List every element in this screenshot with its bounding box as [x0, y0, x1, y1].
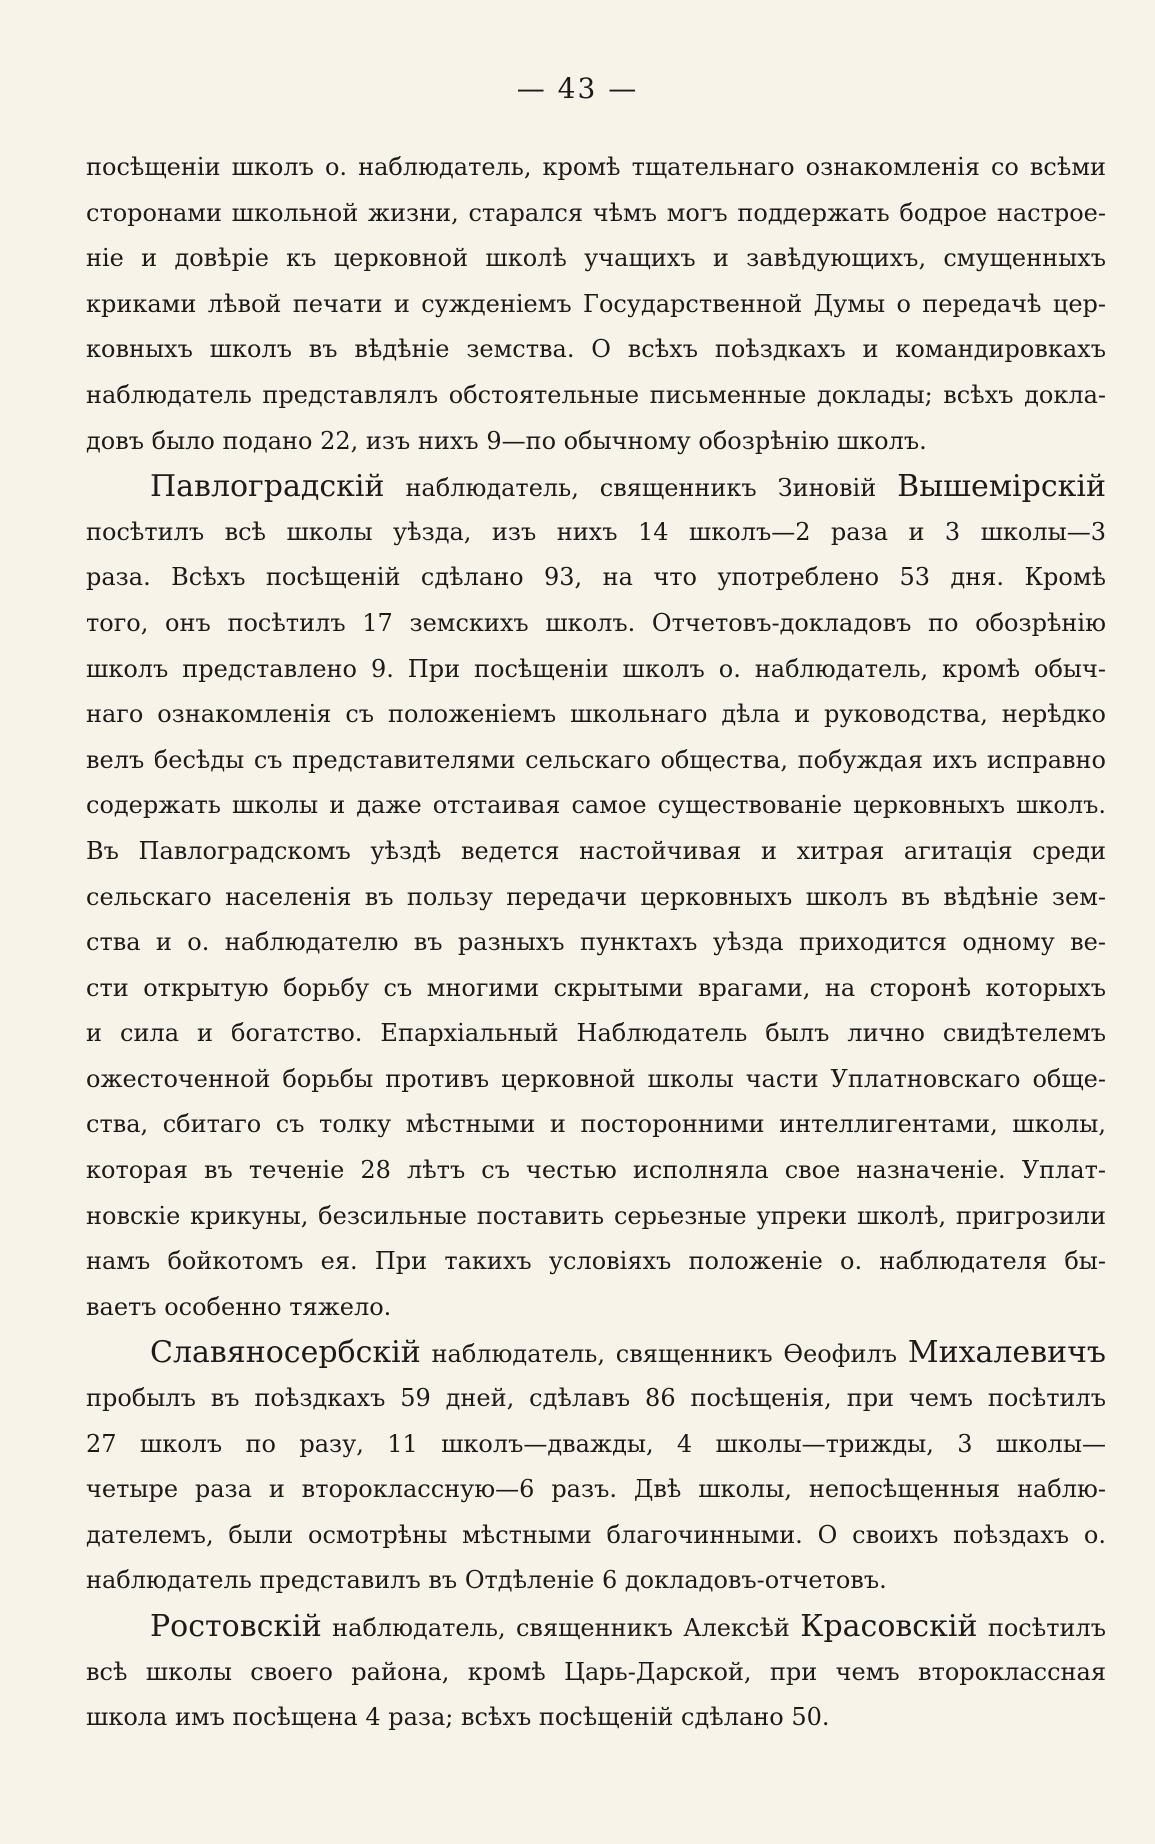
text-line [86, 966, 1106, 1012]
line-text: намъ бойкотомъ ея. При такихъ условіяхъ положеніе о. наблюдателя бы- [86, 1247, 1106, 1276]
paragraph-lead-surname: Вышемірскій [897, 469, 1106, 505]
line-text: наблюдатель, священникъ Ѳеофилъ [420, 1340, 908, 1369]
text-line [86, 1194, 1106, 1240]
text-line [86, 738, 1106, 784]
text-line [86, 647, 1106, 693]
line-text: криками лѣвой печати и сужденіемъ Государственной Думы о передачѣ цер- [86, 289, 1106, 318]
line-text: наблюдатель представлялъ обстоятельные письменные доклады; всѣхъ докла- [86, 380, 1106, 409]
line-text: раза. Всѣхъ посѣщеній сдѣлано 93, на что употреблено 53 дня. Кромѣ [86, 563, 1106, 592]
line-text: посѣщеніи школъ о. наблюдатель, кромѣ тщательнаго ознакомленія со всѣми [86, 153, 1106, 181]
line-tail: посѣтилъ [977, 1614, 1106, 1642]
line-text: довъ было подано 22, изъ нихъ 9—по обычному обозрѣнію школъ. [86, 426, 927, 455]
text-line [86, 464, 1106, 510]
text-line [86, 1422, 1106, 1468]
text-line [86, 1057, 1106, 1103]
paragraph-lead-name: Ростовскій [150, 1609, 322, 1644]
line-text: дателемъ, были осмотрѣны мѣстными благочинными. О своихъ поѣздахъ о. [86, 1520, 1106, 1549]
text-line [86, 236, 1106, 282]
text-line [86, 327, 1106, 373]
line-text: 27 школъ по разу, 11 школъ—дважды, 4 школы—трижды, 3 школы— [86, 1429, 1106, 1458]
text-line [86, 875, 1106, 921]
line-text: ковныхъ школъ въ вѣдѣніе земства. О всѣхъ поѣздкахъ и командировкахъ [86, 335, 1106, 364]
line-text: четыре раза и второклассную—6 разъ. Двѣ школы, непосѣщенныя наблю- [86, 1475, 1106, 1504]
text-line [86, 920, 1106, 966]
text-line [86, 1148, 1106, 1194]
text-line [86, 555, 1106, 601]
line-text: и сила и богатство. Епархіальный Наблюдатель былъ лично свидѣтелемъ [86, 1019, 1106, 1048]
text-line [86, 1102, 1106, 1148]
line-text: школъ представлено 9. При посѣщеніи школъ о. наблюдатель, кромѣ обыч- [86, 654, 1106, 683]
line-text: ства, сбитаго съ толку мѣстными и посторонними интеллигентами, школы, [86, 1110, 1106, 1139]
line-text: ожесточенной борьбы противъ церковной школы части Уплатновскаго обще- [86, 1064, 1106, 1093]
line-text: ваетъ особенно тяжело. [86, 1292, 392, 1321]
line-text: наго ознакомленія съ положеніемъ школьнаго дѣла и руководства, нерѣдко [86, 700, 1106, 729]
text-line [86, 510, 1106, 556]
line-text: наблюдатель представилъ въ Отдѣленіе 6 докладовъ-отчетовъ. [86, 1566, 887, 1595]
text-line [86, 1285, 1106, 1331]
paragraph-lead-name: Павлоградскій [150, 469, 385, 505]
line-text: сторонами школьной жизни, старался чѣмъ могъ поддержать бодрое настрое- [86, 198, 1106, 227]
line-text: ства и о. наблюдателю въ разныхъ пунктахъ уѣзда приходится одному ве- [86, 928, 1106, 957]
body-text [86, 145, 1106, 1741]
text-line [86, 783, 1106, 829]
text-line [86, 282, 1106, 328]
line-text: которая въ теченіе 28 лѣтъ съ честью исполняла свое назначеніе. Уплат- [86, 1156, 1106, 1185]
text-line [86, 191, 1106, 237]
text-line [86, 1467, 1106, 1513]
text-line [86, 1650, 1106, 1696]
text-line [86, 829, 1106, 875]
line-text: того, онъ посѣтилъ 17 земскихъ школъ. Отчетовъ-докладовъ по обозрѣнію [86, 608, 1106, 637]
text-line [86, 1011, 1106, 1057]
text-line [86, 419, 1106, 465]
line-text: сельскаго населенія въ пользу передачи церковныхъ школъ въ вѣдѣніе зем- [86, 882, 1106, 911]
line-text: содержать школы и даже отстаивая самое существованіе церковныхъ школъ. [86, 791, 1106, 820]
text-line [86, 1695, 1106, 1741]
line-text: посѣтилъ всѣ школы уѣзда, изъ нихъ 14 школъ—2 раза и 3 школы—3 [86, 517, 1106, 546]
text-line [86, 1376, 1106, 1422]
text-line [86, 1239, 1106, 1285]
line-text: сти открытую борьбу съ многими скрытыми врагами, на сторонѣ которыхъ [86, 973, 1106, 1002]
paragraph-lead-name: Славяносербскій [150, 1335, 421, 1371]
line-text: школа имъ посѣщена 4 раза; всѣхъ посѣщеній сдѣлано 50. [86, 1703, 830, 1732]
paragraph-lead-surname: Красовскій [800, 1609, 978, 1644]
line-text: новскіе крикуны, безсильные поставить серьезные упреки школѣ, пригрозили [86, 1201, 1106, 1230]
text-line [86, 692, 1106, 738]
text-line [86, 1330, 1106, 1376]
text-line [86, 601, 1106, 647]
text-line [86, 145, 1106, 191]
line-text: ніе и довѣріе къ церковной школѣ учащихъ и завѣдующихъ, смущенныхъ [86, 244, 1106, 273]
text-line [86, 1513, 1106, 1559]
text-line [86, 1558, 1106, 1604]
line-text: Въ Павлоградскомъ уѣздѣ ведется настойчивая и хитрая агитація среди [86, 836, 1106, 865]
line-text: всѣ школы своего района, кромѣ Царь-Дарской, при чемъ второклассная [86, 1657, 1106, 1686]
line-text: наблюдатель, священникъ Зиновій [384, 474, 898, 503]
text-line [86, 1604, 1106, 1650]
line-text: наблюдатель, священникъ Алексѣй [321, 1614, 801, 1642]
text-line [86, 373, 1106, 419]
line-text: пробылъ въ поѣздкахъ 59 дней, сдѣлавъ 86 посѣщенія, при чемъ посѣтилъ [86, 1384, 1106, 1413]
line-text: велъ бесѣды съ представителями сельскаго общества, побуждая ихъ исправно [86, 745, 1106, 774]
paragraph-lead-surname: Михалевичъ [907, 1335, 1106, 1371]
page-number: — 43 — [516, 72, 639, 105]
